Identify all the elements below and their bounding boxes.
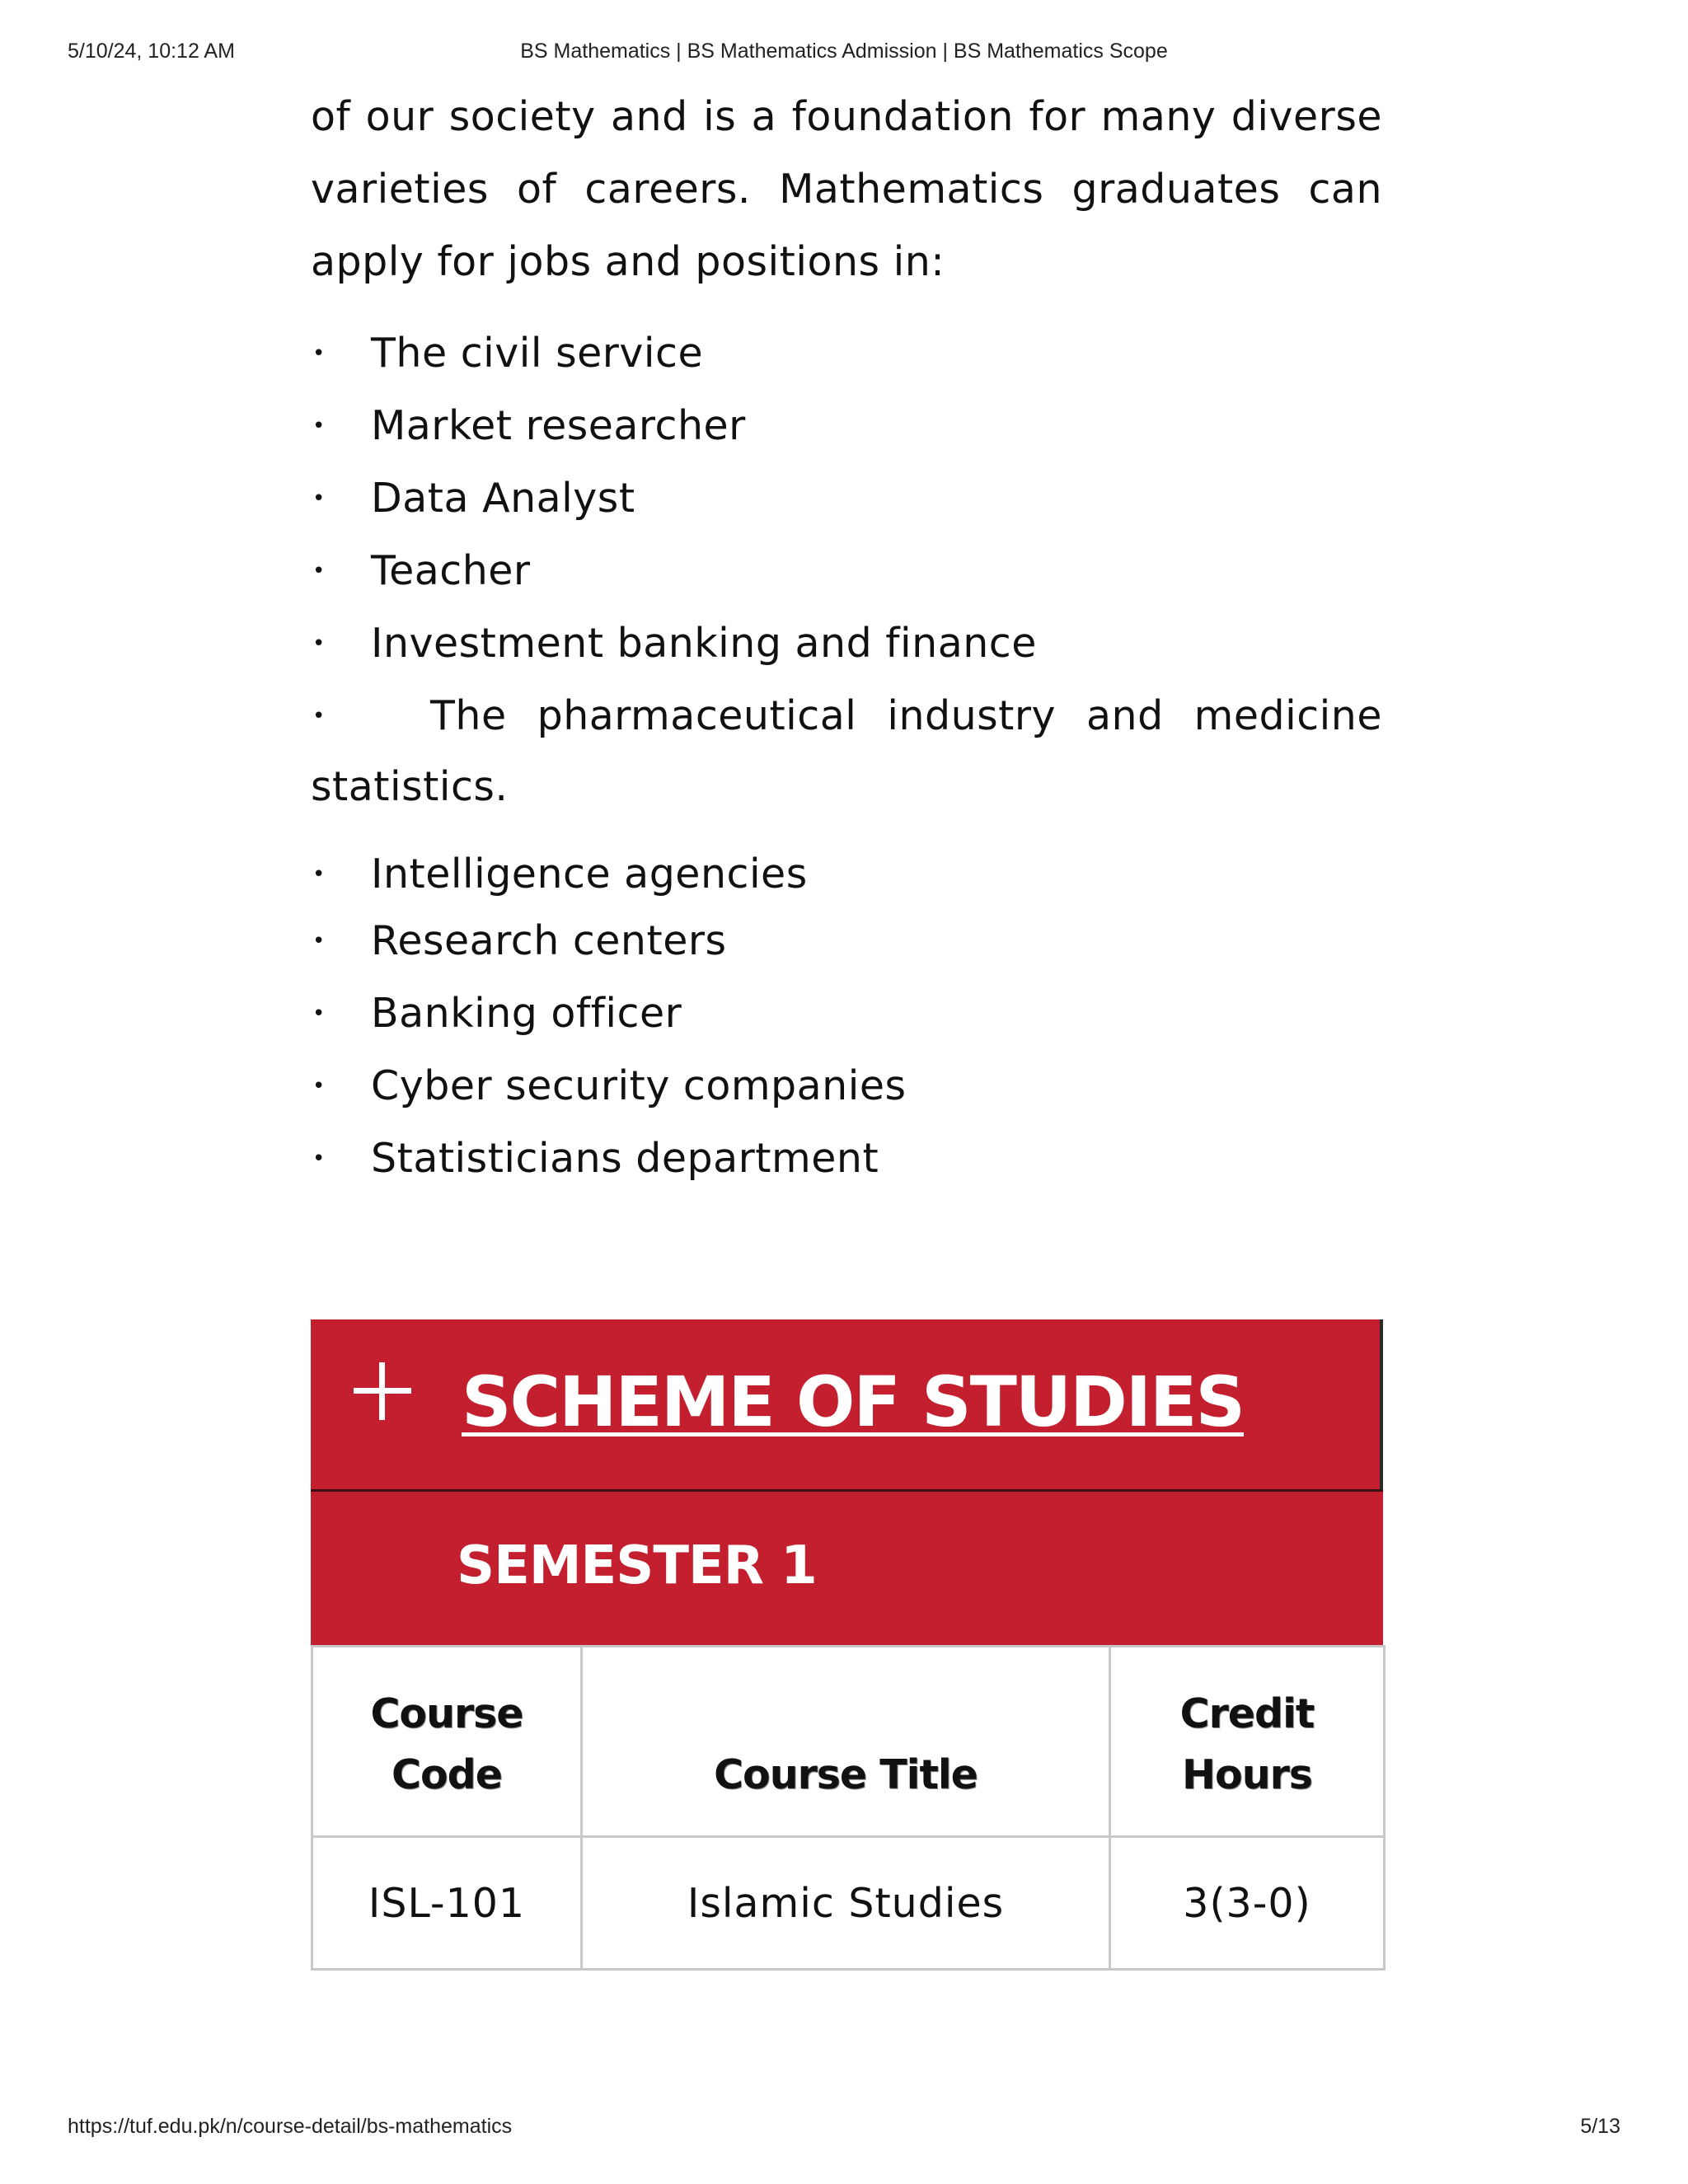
bullet-icon: • [312, 341, 326, 366]
column-header-course-code [312, 1647, 582, 1837]
bullet-icon: • [312, 559, 326, 583]
career-text: Cyber security companies [371, 1062, 907, 1109]
semester-header [311, 1492, 1383, 1645]
semester-label: SEMESTER 1 [457, 1535, 817, 1596]
career-text: The pharmaceutical industry and medicine [430, 692, 1382, 739]
intro-paragraph [311, 81, 1382, 298]
table-header-row [312, 1647, 1385, 1837]
page-number: 5/13 [1580, 2115, 1620, 2138]
list-item [311, 985, 1382, 1043]
print-page-title: BS Mathematics | BS Mathematics Admission | BS Mathematics Scope [520, 40, 1168, 63]
list-item [311, 397, 1382, 455]
list-item [311, 687, 1382, 810]
list-item [311, 542, 1382, 600]
bullet-icon: • [312, 414, 326, 438]
bullet-icon: • [312, 704, 326, 729]
scheme-of-studies [311, 1319, 1383, 1971]
list-item [311, 912, 1382, 970]
print-footer [68, 2115, 1620, 2143]
column-header-course-title: Course Title [582, 1647, 1110, 1837]
bullet-icon: • [312, 1146, 326, 1171]
print-datetime: 5/10/24, 10:12 AM [68, 40, 235, 63]
table-row [312, 1837, 1385, 1970]
intro-line: apply for jobs and positions in: [311, 238, 945, 285]
column-header-text: Code [392, 1751, 502, 1798]
career-text: Teacher [371, 547, 531, 594]
career-text-continued: statistics. [311, 763, 509, 810]
intro-line: varieties of careers. Mathematics graduates can [311, 166, 1382, 213]
bullet-icon: • [312, 862, 326, 887]
career-text: Intelligence agencies [371, 851, 808, 898]
career-text: Research centers [371, 917, 727, 964]
list-item [311, 1057, 1382, 1115]
career-text: Investment banking and finance [371, 620, 1037, 667]
list-item [311, 846, 1382, 903]
scheme-accordion-header[interactable] [311, 1319, 1383, 1489]
course-table [311, 1645, 1386, 1971]
list-item [311, 470, 1382, 527]
bullet-icon: • [312, 631, 326, 656]
list-item [311, 325, 1382, 382]
print-header [68, 40, 1620, 68]
career-text: Market researcher [371, 402, 746, 449]
course-title-cell: Islamic Studies [582, 1837, 1110, 1970]
bullet-icon: • [312, 929, 326, 954]
bullet-icon: • [312, 486, 326, 511]
list-item [311, 615, 1382, 673]
course-code-cell: ISL-101 [312, 1837, 582, 1970]
career-text: The civil service [371, 330, 704, 377]
plus-icon[interactable] [354, 1362, 411, 1420]
column-header-text: Course [370, 1690, 523, 1737]
credit-hours-cell: 3(3-0) [1110, 1837, 1385, 1970]
career-text: Data Analyst [371, 475, 635, 522]
bullet-icon: • [312, 1001, 326, 1026]
scheme-title[interactable]: SCHEME OF STUDIES [462, 1361, 1244, 1442]
list-item [311, 1130, 1382, 1188]
bullet-icon: • [312, 1074, 326, 1099]
column-header-credit-hours: Credit Hours [1110, 1647, 1385, 1837]
career-text: Banking officer [371, 990, 682, 1037]
career-text: Statisticians department [371, 1135, 879, 1182]
article-body [311, 81, 1382, 298]
page-url: https://tuf.edu.pk/n/course-detail/bs-mathematics [68, 2115, 513, 2138]
intro-line: of our society and is a foundation for many diverse [311, 93, 1382, 140]
